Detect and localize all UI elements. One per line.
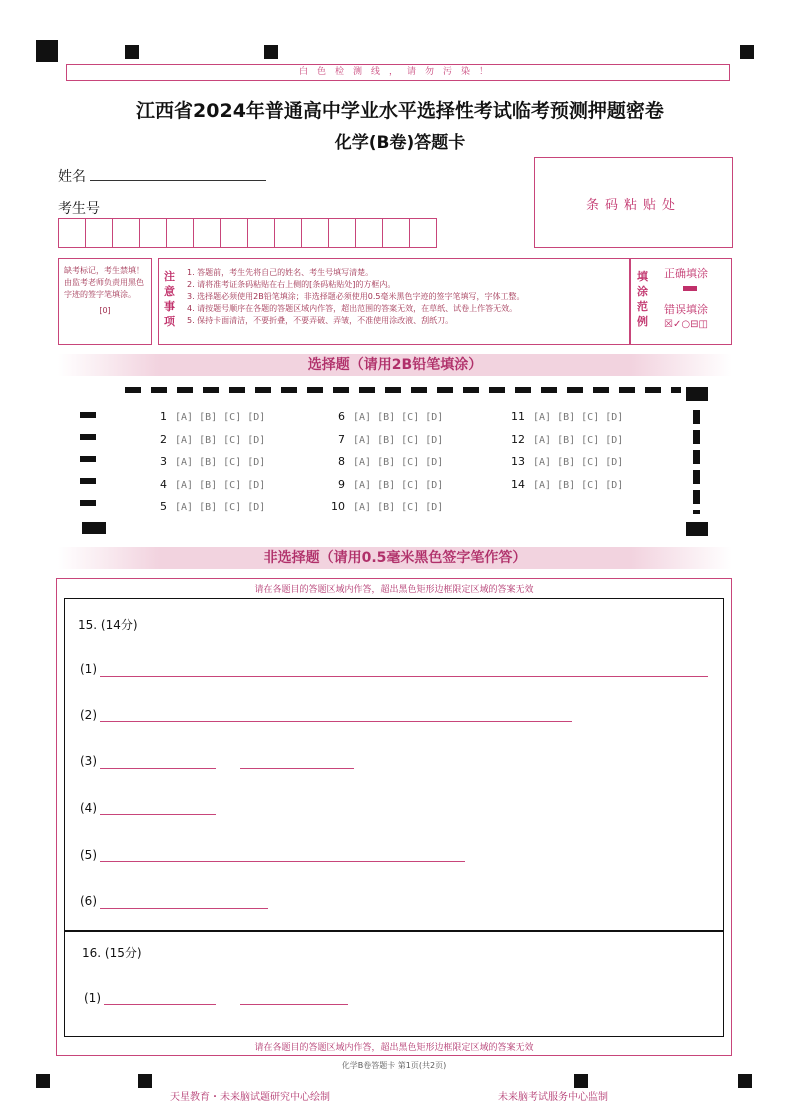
mc-question-13	[511, 455, 623, 468]
answer-line[interactable]	[100, 721, 572, 722]
timing-mark	[125, 45, 139, 59]
footer-left: 天星教育・未来脑试题研究中心绘制	[170, 1092, 330, 1103]
mc-number: 14	[511, 477, 525, 491]
mc-number: 5	[160, 500, 167, 513]
mc-number: 8	[338, 455, 345, 468]
mc-number: 12	[511, 432, 525, 446]
absent-mark[interactable]: [0]	[99, 306, 111, 315]
absent-box	[58, 258, 152, 345]
footer-right: 未来脑考试服务中心监制	[498, 1092, 608, 1103]
mc-question-2	[160, 433, 265, 446]
mc-question-8	[338, 455, 443, 468]
note-item: 4. 请按题号顺序在各题的答题区域内作答，超出范围的答案无效，在草纸、试卷上作答无效。	[187, 304, 518, 313]
mc-question-3	[160, 455, 265, 468]
timing-mark	[264, 45, 278, 59]
correct-fill-mark	[683, 286, 697, 291]
note-item: 3. 选择题必须使用2B铅笔填涂；非选择题必须使用0.5毫米黑色字迹的签字笔填写，字体工整。	[187, 292, 525, 301]
mc-options[interactable]: [A] [B] [C] [D]	[533, 412, 624, 423]
area-notice-bottom: 请在各题目的答题区域内作答，超出黑色矩形边框限定区域的答案无效	[254, 1043, 534, 1053]
mc-options[interactable]: [A] [B] [C] [D]	[175, 412, 266, 423]
timing-mark	[574, 1074, 588, 1088]
mc-question-6	[338, 410, 443, 423]
divider	[629, 259, 631, 344]
mc-question-4	[160, 478, 265, 491]
timing-mark	[740, 45, 754, 59]
mc-options[interactable]: [A] [B] [C] [D]	[533, 457, 624, 468]
timing-mark	[36, 1074, 50, 1088]
mc-options[interactable]: [A] [B] [C] [D]	[533, 479, 624, 491]
q16-title: 16. (15分)	[82, 946, 142, 960]
mc-left-marks	[80, 412, 96, 512]
mc-options[interactable]: [A] [B] [C] [D]	[175, 502, 266, 513]
answer-line[interactable]	[100, 908, 268, 909]
mc-options[interactable]: [A] [B] [C] [D]	[175, 479, 266, 491]
name-label: 姓名	[58, 169, 86, 185]
q15-part-2: (2)	[80, 708, 97, 722]
page-title: 江西省2024年普通高中学业水平选择性考试临考预测押题密卷	[136, 100, 664, 122]
warning-line: 白色检测线，请勿污染！	[66, 64, 730, 81]
mc-number: 7	[338, 432, 345, 446]
mc-options[interactable]: [A] [B] [C] [D]	[175, 434, 266, 446]
id-cells[interactable]	[58, 218, 437, 248]
answer-line[interactable]	[100, 814, 216, 815]
barcode-label: 条码粘贴处	[585, 198, 681, 213]
section-free-title: 非选择题（请用0.5毫米黑色签字笔作答）	[58, 547, 732, 569]
name-field[interactable]	[90, 180, 266, 181]
timing-mark	[686, 387, 708, 401]
timing-mark	[138, 1074, 152, 1088]
mc-question-1	[160, 410, 265, 423]
answer-line[interactable]	[100, 861, 465, 862]
mc-question-9	[338, 478, 443, 491]
notes-heading: 注意事项	[164, 270, 175, 328]
mc-number: 11	[511, 410, 525, 423]
answer-line[interactable]	[100, 768, 216, 769]
fill-example-heading: 填涂范例	[637, 270, 648, 328]
answer-line[interactable]	[240, 768, 354, 769]
section-mc-title: 选择题（请用2B铅笔填涂）	[58, 354, 732, 376]
question-divider	[65, 930, 723, 932]
wrong-fill-label: 错误填涂	[664, 303, 708, 316]
mc-number: 4	[160, 477, 167, 491]
timing-mark	[82, 522, 106, 534]
q15-part-3: (3)	[80, 754, 97, 768]
answer-line[interactable]	[104, 1004, 216, 1005]
q15-title: 15. (14分)	[78, 618, 138, 632]
mc-options[interactable]: [A] [B] [C] [D]	[533, 434, 624, 446]
mc-number: 10	[331, 500, 345, 513]
area-notice-top: 请在各题目的答题区域内作答，超出黑色矩形边框限定区域的答案无效	[254, 585, 534, 595]
mc-question-14	[511, 478, 623, 491]
mc-number: 1	[160, 410, 167, 423]
mc-number: 9	[338, 477, 345, 491]
timing-mark	[738, 1074, 752, 1088]
mc-options[interactable]: [A] [B] [C] [D]	[175, 457, 266, 468]
q15-part-1: (1)	[80, 662, 97, 676]
mc-number: 13	[511, 455, 525, 468]
answer-line[interactable]	[240, 1004, 348, 1005]
note-item: 5. 保持卡面清洁，不要折叠，不要弄破、弄皱，不准使用涂改液、刮纸刀。	[187, 316, 454, 325]
mc-options[interactable]: [A] [B] [C] [D]	[353, 434, 444, 446]
answer-line[interactable]	[100, 676, 708, 677]
mc-options[interactable]: [A] [B] [C] [D]	[353, 412, 444, 423]
wrong-fill-marks: ☒✓○⊟◫	[664, 319, 708, 330]
mc-number: 3	[160, 455, 167, 468]
note-item: 2. 请将准考证条码粘贴在右上侧的[条码粘贴处]的方框内。	[187, 280, 396, 289]
q15-part-6: (6)	[80, 894, 97, 908]
mc-options[interactable]: [A] [B] [C] [D]	[353, 502, 444, 513]
id-label: 考生号	[58, 201, 100, 217]
mc-options[interactable]: [A] [B] [C] [D]	[353, 457, 444, 468]
timing-mark	[36, 40, 58, 62]
mc-options[interactable]: [A] [B] [C] [D]	[353, 479, 444, 491]
mc-question-7	[338, 433, 443, 446]
correct-fill-label: 正确填涂	[664, 267, 708, 280]
q15-part-5: (5)	[80, 848, 97, 862]
answer-area	[64, 598, 724, 1037]
note-item: 1. 答题前，考生先将自己的姓名、考生号填写清楚。	[187, 268, 374, 277]
mc-question-11	[511, 410, 623, 423]
mc-question-10	[331, 500, 443, 513]
notes-box	[158, 258, 732, 345]
mc-top-border	[125, 387, 681, 393]
barcode-area	[534, 157, 733, 248]
mc-right-marks	[693, 410, 700, 514]
q15-part-4: (4)	[80, 801, 97, 815]
absent-text: 缺考标记，考生禁填！由监考老师负责用黑色字迹的签字笔填涂。	[64, 266, 144, 299]
mc-question-12	[511, 433, 623, 446]
timing-mark	[686, 522, 708, 536]
page-subtitle: 化学(B卷)答题卡	[334, 133, 466, 153]
page-number: 化学B卷答题卡 第1页(共2页)	[341, 1061, 447, 1070]
mc-number: 2	[160, 432, 167, 446]
mc-question-5	[160, 500, 265, 513]
q16-part-1: (1)	[84, 991, 101, 1005]
mc-number: 6	[338, 410, 345, 423]
